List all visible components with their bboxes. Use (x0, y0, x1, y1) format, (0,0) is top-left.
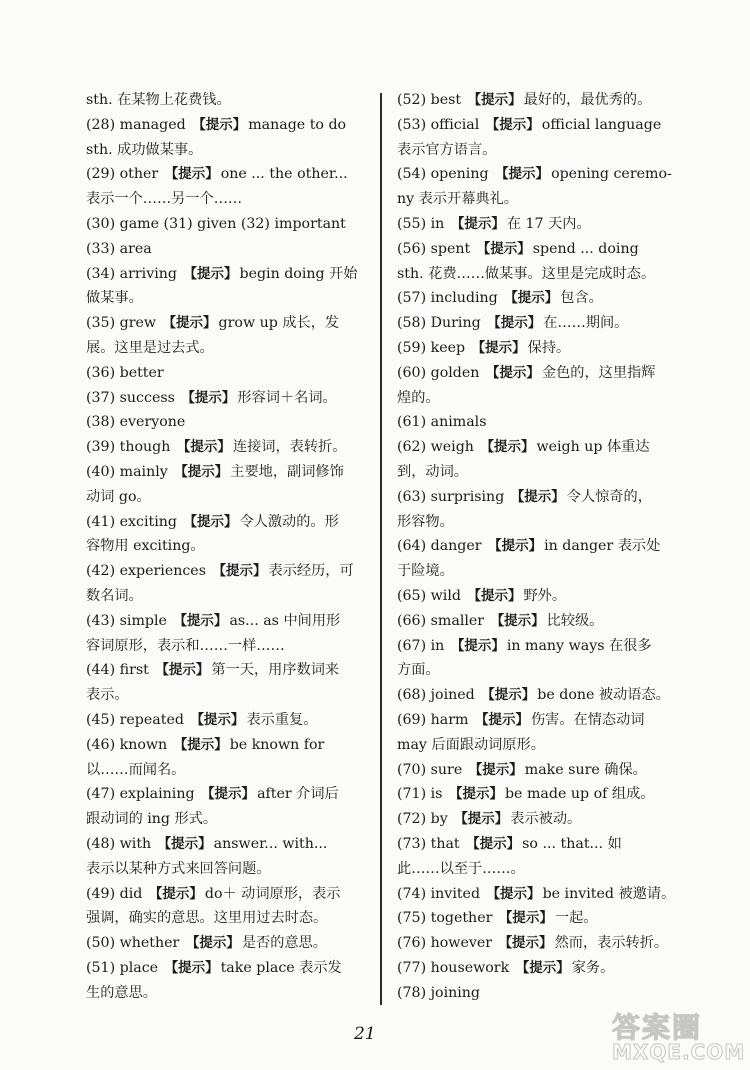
answer-line (397, 336, 679, 361)
answer-line (86, 956, 362, 981)
answer-line (86, 683, 362, 708)
answer-text: (77) housework (397, 959, 514, 976)
answer-text: (75) together (397, 910, 497, 927)
answer-text: ny 表示开幕典礼。 (397, 191, 518, 208)
answer-text: 形容词＋名词。 (237, 389, 337, 406)
answer-line (397, 658, 679, 683)
answer-line (86, 906, 362, 931)
answer-text: do＋ 动词原形，表示 (204, 885, 341, 902)
answer-line (86, 658, 362, 683)
hint-label: 【提示】 (164, 166, 219, 183)
answer-text: 到，动词。 (397, 463, 468, 480)
answer-line (397, 361, 679, 386)
answer-text: (43) simple (86, 612, 172, 629)
hint-label: 【提示】 (192, 116, 247, 133)
answer-text: (37) success (86, 389, 180, 406)
answer-text: in many ways 在很多 (506, 637, 652, 654)
answer-text: (29) other (86, 166, 163, 183)
answer-line (397, 286, 679, 311)
hint-label: 【提示】 (148, 885, 203, 902)
answer-line (397, 138, 679, 163)
answer-line (397, 584, 679, 609)
answer-line (397, 386, 679, 411)
answer-text: 第一天，用序数词来 (211, 662, 340, 679)
watermark-logo (612, 1006, 746, 1064)
answer-text: (69) harm (397, 711, 473, 728)
answer-line (397, 906, 679, 931)
answer-line (86, 758, 362, 783)
answer-text: sth. 成功做某事。 (86, 141, 203, 158)
hint-label: 【提示】 (495, 166, 550, 183)
answer-text: as... as 中间用形 (229, 612, 341, 629)
answer-line (86, 113, 362, 138)
answer-text: (60) golden (397, 364, 484, 381)
hint-label: 【提示】 (485, 116, 540, 133)
answer-text: 一起。 (554, 910, 598, 927)
answer-text: make sure 确保。 (524, 761, 647, 778)
answer-text: (56) spent (397, 240, 475, 257)
answer-text: 在 17 天内。 (506, 215, 591, 232)
answer-line (397, 187, 679, 212)
answer-text: (33) area (86, 240, 152, 257)
answer-text: (55) in (397, 215, 449, 232)
answer-text: 以……而闻名。 (86, 761, 186, 778)
answer-line (86, 832, 362, 857)
hint-label: 【提示】 (487, 315, 542, 332)
hint-label: 【提示】 (471, 339, 526, 356)
answer-text: grow up 成长，发 (218, 315, 340, 332)
answer-text: 跟动词的 ing 形式。 (86, 811, 218, 828)
hint-label: 【提示】 (504, 290, 559, 307)
hint-label: 【提示】 (454, 811, 509, 828)
answer-line (86, 237, 362, 262)
answer-text: 金色的，这里指辉 (541, 364, 656, 381)
answer-line (397, 857, 679, 882)
answer-text: be done 被动语态。 (537, 687, 670, 704)
answer-line (86, 361, 362, 386)
answer-line (86, 733, 362, 758)
answer-text: (51) place (86, 959, 163, 976)
answer-line (86, 485, 362, 510)
answer-line (397, 212, 679, 237)
answer-text: 是否的意思。 (241, 935, 327, 952)
answer-text: 野外。 (523, 587, 567, 604)
hint-label: 【提示】 (174, 463, 229, 480)
answer-text: 方面。 (397, 662, 440, 679)
answer-line (86, 187, 362, 212)
answer-line (86, 262, 362, 287)
answer-text: (44) first (86, 662, 154, 679)
answer-text: 煌的。 (397, 389, 440, 406)
watermark-logo-text: 答案圈 (612, 1011, 703, 1044)
answer-text: answer... with... (213, 835, 328, 852)
answer-line (86, 782, 362, 807)
answer-line (86, 460, 362, 485)
answer-line (397, 113, 679, 138)
answer-text: (53) official (397, 116, 484, 133)
answer-text: 令人激动的。形 (239, 513, 339, 530)
answer-line (86, 311, 362, 336)
answer-text: (70) sure (397, 761, 467, 778)
answer-text: (28) managed (86, 116, 191, 133)
answer-text: (59) keep (397, 339, 470, 356)
answer-line (397, 683, 679, 708)
hint-label: 【提示】 (490, 612, 545, 629)
answer-text: 强调，确实的意思。这里用过去时态。 (86, 910, 328, 927)
hint-label: 【提示】 (183, 513, 238, 530)
answer-text: (35) grew (86, 315, 161, 332)
answer-text: 表示重复。 (246, 711, 318, 728)
hint-label: 【提示】 (481, 687, 536, 704)
hint-label: 【提示】 (448, 786, 503, 803)
hint-label: 【提示】 (486, 885, 541, 902)
answer-line (397, 534, 679, 559)
answer-text: (61) animals (397, 414, 487, 431)
hint-label: 【提示】 (485, 364, 540, 381)
answer-text: (71) is (397, 786, 447, 803)
answer-line (86, 584, 362, 609)
answer-text: so ... that... 如 (522, 835, 622, 852)
answer-text: 伤害。在情态动词 (530, 711, 645, 728)
answer-text: begin doing 开始 (239, 265, 358, 282)
answer-text: (65) wild (397, 587, 466, 604)
answer-text: (66) smaller (397, 612, 489, 629)
answer-line (397, 410, 679, 435)
answer-line (86, 510, 362, 535)
answer-text: 容词原形，表示和……一样…… (86, 637, 285, 654)
answer-text: sth. 在某物上花费钱。 (86, 92, 231, 108)
answer-line (86, 435, 362, 460)
answer-line (397, 435, 679, 460)
answer-text: (47) explaining (86, 786, 200, 803)
answer-text: 此……以至于……。 (397, 860, 525, 877)
answer-text: (30) game (31) given (32) important (86, 215, 346, 232)
answer-line (397, 609, 679, 634)
answer-text: (58) During (397, 315, 486, 332)
answer-text: (41) exciting (86, 513, 182, 530)
answer-text: (40) mainly (86, 463, 173, 480)
answer-line (397, 237, 679, 262)
answer-text: (39) though (86, 439, 175, 456)
hint-label: 【提示】 (173, 736, 228, 753)
answer-line (397, 460, 679, 485)
answer-line (397, 782, 679, 807)
answer-text: be made up of 组成。 (504, 786, 655, 803)
answer-text: 做某事。 (86, 290, 143, 307)
hint-label: 【提示】 (498, 935, 553, 952)
answer-line (86, 336, 362, 361)
answer-line (397, 162, 679, 187)
answer-line (397, 981, 679, 1006)
answer-text: (45) repeated (86, 711, 189, 728)
answer-text: 动词 go。 (86, 488, 151, 505)
answer-text: 于险境。 (397, 563, 454, 580)
hint-label: 【提示】 (468, 761, 523, 778)
answer-text: 容物用 exciting。 (86, 538, 205, 555)
answer-text: manage to do (248, 116, 347, 133)
answer-text: 最好的，最优秀的。 (523, 92, 652, 108)
answer-text: 在……期间。 (543, 315, 629, 332)
answer-line (397, 882, 679, 907)
hint-label: 【提示】 (450, 215, 505, 232)
answer-text: 形容物。 (397, 513, 454, 530)
answer-line (397, 832, 679, 857)
answer-text: 表示以某种方式来回答问题。 (86, 860, 271, 877)
answer-text: be invited 被邀请。 (542, 885, 676, 902)
hint-label: 【提示】 (515, 959, 570, 976)
hint-label: 【提示】 (155, 662, 210, 679)
answer-column-left (86, 88, 362, 1005)
answer-text: 主要地，副词修饰 (230, 463, 344, 480)
hint-label: 【提示】 (450, 637, 505, 654)
answer-text: (46) known (86, 736, 172, 753)
answer-text: 表示被动。 (510, 811, 582, 828)
hint-label: 【提示】 (173, 612, 228, 629)
answer-text: 表示经历，可 (268, 563, 354, 580)
answer-text: (52) best (397, 92, 466, 108)
hint-label: 【提示】 (467, 587, 522, 604)
answer-line (86, 708, 362, 733)
page-number: 21 (354, 1024, 376, 1044)
hint-label: 【提示】 (488, 538, 543, 555)
answer-line (86, 981, 362, 1006)
answer-line (86, 88, 362, 113)
answer-line (86, 559, 362, 584)
hint-label: 【提示】 (480, 439, 535, 456)
answer-text: 然而，表示转折。 (554, 935, 669, 952)
answer-text: after 介词后 (257, 786, 339, 803)
answer-line (397, 262, 679, 287)
answer-text: 表示。 (86, 687, 129, 704)
hint-label: 【提示】 (476, 240, 531, 257)
answer-text: (76) however (397, 935, 497, 952)
answer-text: 保持。 (527, 339, 571, 356)
answer-text: 表示官方语言。 (397, 141, 497, 158)
answer-text: (36) better (86, 364, 164, 381)
answer-text: (74) invited (397, 885, 485, 902)
answer-text: 比较级。 (546, 612, 604, 629)
answer-line (86, 286, 362, 311)
answer-text: official language (541, 116, 662, 133)
answer-text: (49) did (86, 885, 147, 902)
hint-label: 【提示】 (212, 563, 267, 580)
answer-text: 包含。 (560, 290, 603, 307)
answer-line (86, 882, 362, 907)
answer-text: (73) that (397, 835, 465, 852)
answer-line (86, 138, 362, 163)
answer-line (397, 311, 679, 336)
answer-text: (54) opening (397, 166, 494, 183)
column-divider (380, 93, 382, 1005)
answer-text: 令人惊奇的， (566, 488, 652, 505)
answer-text: 连接词，表转折。 (232, 439, 347, 456)
answer-line (397, 733, 679, 758)
answer-text: one ... the other... (220, 166, 348, 183)
answer-text: may 后面跟动词原形。 (397, 736, 545, 753)
answer-text: (67) in (397, 637, 449, 654)
hint-label: 【提示】 (157, 835, 212, 852)
answer-text: 生的意思。 (86, 984, 157, 1001)
answer-text: (62) weigh (397, 439, 479, 456)
answer-line (86, 931, 362, 956)
hint-label: 【提示】 (181, 389, 236, 406)
hint-label: 【提示】 (466, 835, 521, 852)
hint-label: 【提示】 (510, 488, 565, 505)
answer-text: weigh up 体重达 (536, 439, 650, 456)
watermark-url: MXQE.COM (612, 1040, 746, 1064)
answer-text: opening ceremo- (551, 166, 672, 183)
answer-text: (72) by (397, 811, 453, 828)
answer-line (86, 634, 362, 659)
answer-text: (63) surprising (397, 488, 509, 505)
answer-text: (57) including (397, 290, 503, 307)
answer-text: (48) with (86, 835, 156, 852)
answer-text: 数名词。 (86, 587, 143, 604)
answer-line (397, 88, 679, 113)
answer-line (397, 634, 679, 659)
answer-line (397, 758, 679, 783)
hint-label: 【提示】 (201, 786, 256, 803)
hint-label: 【提示】 (474, 711, 529, 728)
answer-line (397, 559, 679, 584)
answer-text: (50) whether (86, 935, 184, 952)
answer-text: be known for (229, 736, 325, 753)
answer-line (397, 956, 679, 981)
answer-text: take place 表示发 (220, 959, 342, 976)
hint-label: 【提示】 (176, 439, 231, 456)
answer-column-right (397, 88, 679, 1005)
answer-line (86, 807, 362, 832)
answer-text: spend ... doing (532, 240, 639, 257)
hint-label: 【提示】 (498, 910, 553, 927)
hint-label: 【提示】 (190, 711, 245, 728)
answer-line (397, 807, 679, 832)
answer-text: (64) danger (397, 538, 487, 555)
hint-label: 【提示】 (183, 265, 238, 282)
hint-label: 【提示】 (185, 935, 240, 952)
answer-text: in danger 表示处 (544, 538, 661, 555)
hint-label: 【提示】 (164, 959, 219, 976)
answer-line (86, 410, 362, 435)
answer-line (397, 708, 679, 733)
hint-label: 【提示】 (162, 315, 217, 332)
answer-line (86, 212, 362, 237)
answer-text: (78) joining (397, 984, 481, 1001)
answer-text: 展。这里是过去式。 (86, 339, 214, 356)
answer-line (397, 931, 679, 956)
answer-text: 表示一个……另一个…… (86, 191, 243, 208)
hint-label: 【提示】 (467, 92, 522, 108)
answer-line (397, 485, 679, 510)
answer-line (86, 386, 362, 411)
answer-line (86, 857, 362, 882)
answer-text: sth. 花费……做某事。这里是完成时态。 (397, 265, 656, 282)
answer-line (86, 162, 362, 187)
answer-text: (68) joined (397, 687, 480, 704)
answer-text: (38) everyone (86, 414, 186, 431)
answer-line (86, 609, 362, 634)
answer-line (86, 534, 362, 559)
answer-text: (34) arriving (86, 265, 182, 282)
answer-text: 家务。 (571, 959, 615, 976)
answer-line (397, 510, 679, 535)
answer-text: (42) experiences (86, 563, 211, 580)
